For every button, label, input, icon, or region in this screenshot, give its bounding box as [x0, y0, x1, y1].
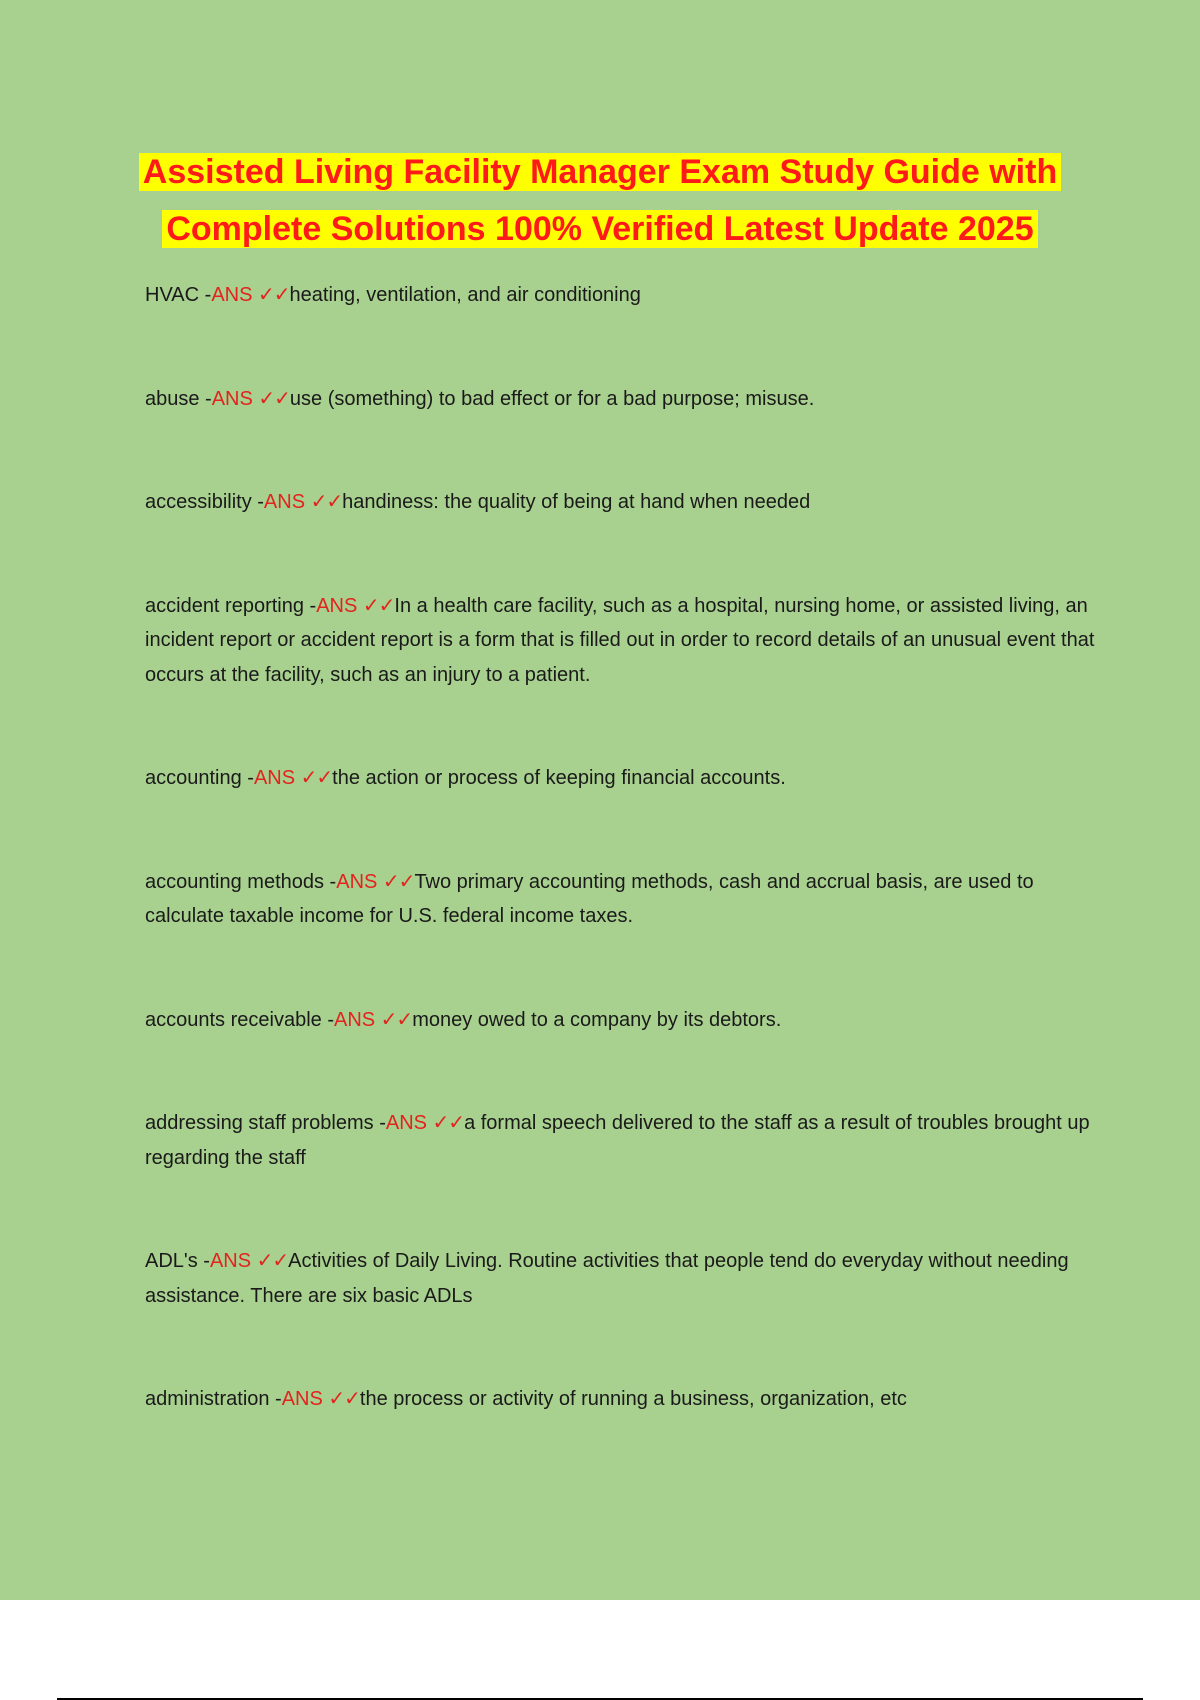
entry-term: accounts receivable -: [145, 1008, 334, 1031]
ans-label: ANS: [211, 387, 253, 410]
ans-label: ANS: [333, 1008, 376, 1031]
double-check-icon: ✓✓: [256, 1250, 289, 1272]
glossary-entry: [145, 865, 1095, 934]
ans-label: ANS: [385, 1112, 427, 1134]
entry-term: HVAC -: [145, 284, 212, 306]
ans-label: ANS: [281, 1388, 323, 1410]
double-check-icon: ✓✓: [362, 594, 395, 617]
ans-label: ANS: [263, 491, 306, 513]
entry-term: accounting methods -: [145, 870, 337, 893]
glossary-entry: [145, 1382, 1095, 1417]
double-check-icon: ✓✓: [258, 284, 290, 306]
entry-definition: Two primary accounting methods, cash and accrual basis, are used to calculate taxable income for U.S. federal income taxes.: [145, 870, 1034, 927]
entry-definition: money owed to a company by its debtors.: [412, 1008, 782, 1031]
entry-definition: Activities of Daily Living. Routine activities that people tend do everyday without needing assistance. There are six basic ADLs: [145, 1250, 1069, 1307]
double-check-icon: ✓✓: [380, 1008, 413, 1031]
document-title: [0, 144, 1200, 258]
glossary-entry: [145, 278, 1095, 313]
glossary-entry: [145, 761, 1095, 796]
glossary-entry: [145, 589, 1095, 693]
double-check-icon: ✓✓: [310, 491, 343, 513]
double-check-icon: ✓✓: [432, 1112, 465, 1134]
glossary-entry: [145, 382, 1095, 417]
entry-term: accident reporting -: [145, 594, 317, 617]
ans-label: ANS: [316, 594, 358, 617]
entry-term: administration -: [145, 1388, 282, 1410]
entry-term: ADL's -: [145, 1250, 210, 1272]
glossary-entry: [145, 1106, 1095, 1175]
title-line-1: Assisted Living Facility Manager Exam Study Guide with: [139, 153, 1061, 191]
entry-definition: the action or process of keeping financial accounts.: [332, 767, 786, 789]
entry-definition: In a health care facility, such as a hospital, nursing home, or assisted living, an incident report or accident report is a form that is filled out in order to record details of an unusual event that occurs at the facility, such as an injury to a patient.: [145, 594, 1095, 686]
title-line-2: Complete Solutions 100% Verified Latest Update 2025: [162, 210, 1037, 248]
double-check-icon: ✓✓: [300, 767, 333, 789]
entry-definition: handiness: the quality of being at hand when needed: [342, 491, 811, 513]
entry-term: accounting -: [145, 767, 254, 789]
double-check-icon: ✓✓: [258, 387, 290, 410]
glossary-entry: [145, 485, 1095, 520]
ans-label: ANS: [336, 870, 378, 893]
ans-label: ANS: [209, 1250, 252, 1272]
double-check-icon: ✓✓: [382, 870, 415, 893]
entry-definition: a formal speech delivered to the staff as a result of troubles brought up regarding the staff: [145, 1112, 1090, 1169]
glossary-entry: [145, 1244, 1095, 1313]
ans-label: ANS: [253, 767, 296, 789]
entry-definition: use (something) to bad effect or for a bad purpose; misuse.: [289, 387, 815, 410]
entry-term: accessibility -: [145, 491, 264, 513]
entry-term: abuse -: [145, 387, 212, 410]
entry-term: addressing staff problems -: [145, 1112, 386, 1134]
entry-definition: heating, ventilation, and air conditioning: [289, 284, 641, 306]
glossary-entries: [145, 278, 1095, 1417]
ans-label: ANS: [211, 284, 253, 306]
entry-definition: the process or activity of running a business, organization, etc: [359, 1388, 907, 1410]
glossary-entry: [145, 1003, 1095, 1038]
double-check-icon: ✓✓: [328, 1388, 360, 1410]
